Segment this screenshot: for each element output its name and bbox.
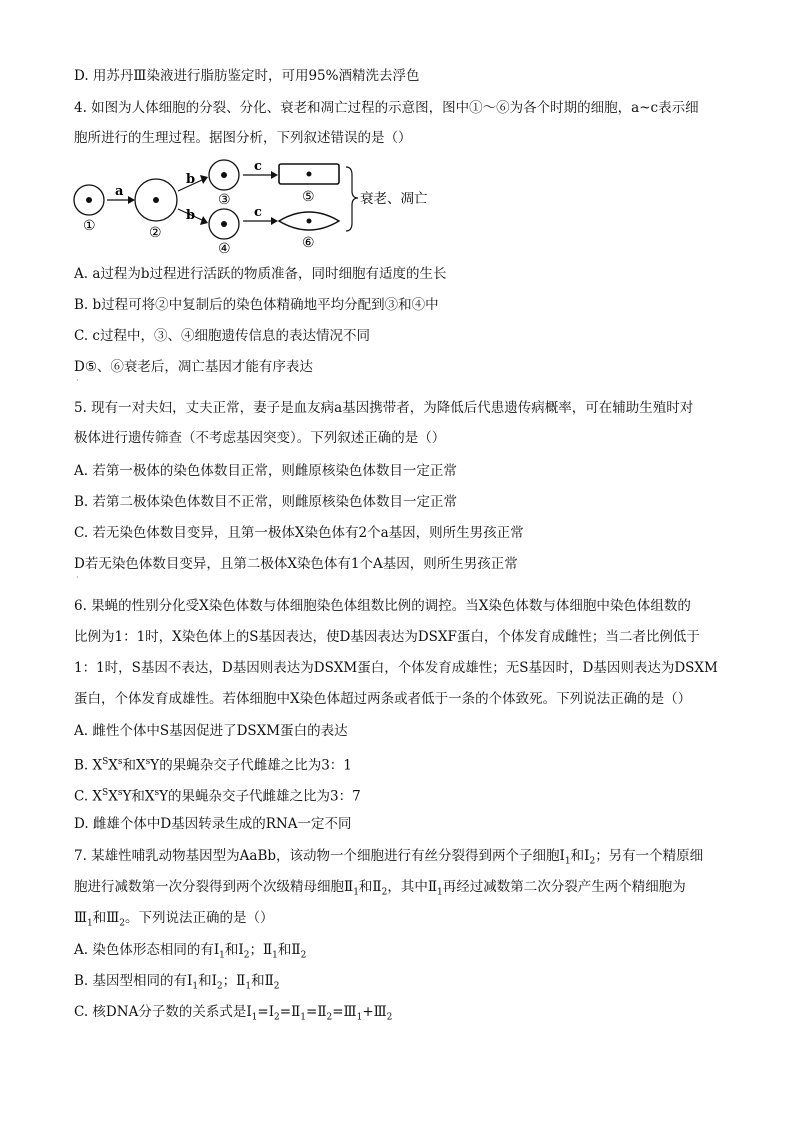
- q6-stem-line2: 比例为1：1时，X染色体上的S基因表达，使D基因表达为DSXF蛋白，个体发育成雌性；当二者比例低于: [74, 629, 700, 645]
- q7-stem-line1: 7. 某雄性哺乳动物基因型为AaBb，该动物一个细胞进行有丝分裂得到两个子细胞$I_1$和$I_2$；另有一个精原细: [74, 848, 704, 867]
- cell-2-label: ②: [149, 225, 162, 241]
- q4-option-a: A. a过程为b过程进行活跃的物质准备，同时细胞有适度的生长: [74, 266, 447, 282]
- arrow-c-lower-head: [271, 217, 278, 225]
- q4-stem-line2: 胞所进行的生理过程。据图分析，下列叙述错误的是（）: [74, 130, 412, 146]
- q5-option-a: A. 若第一极体的染色体数目正常，则雌原核染色体数目一定正常: [74, 463, 457, 479]
- arrow-b-down-head: [200, 216, 208, 225]
- q3-option-d: D. 用苏丹Ⅲ染液进行脂肪鉴定时，可用95%酒精洗去浮色: [74, 68, 420, 84]
- q4-option-d: D⑤、⑥衰老后，凋亡基因才能有序表达: [74, 359, 313, 375]
- q5-option-d: D若无染色体数目变异，且第二极体X染色体有1个A基因，则所生男孩正常: [74, 556, 518, 572]
- q4-option-c: C. c过程中，③、④细胞遗传信息的表达情况不同: [74, 328, 370, 344]
- q5-stem-line2: 极体进行遗传筛查（不考虑基因突变）。下列叙述正确的是（）: [74, 430, 446, 446]
- q6-stem-line4: 蛋白，个体发育成雄性。若体细胞中X染色体超过两条或者低于一条的个体致死。下列说法正确的是（）: [74, 691, 692, 707]
- cell-1-label: ①: [83, 218, 96, 234]
- q6-option-c: C. $X^SX^sY$和$X^sY$的果蝇杂交子代雌雄之比为3：7: [74, 788, 361, 805]
- q6-option-d: D. 雌雄个体中D基因转录生成的RNA一定不同: [74, 816, 352, 832]
- cell-5-label: ⑤: [302, 189, 315, 205]
- arrow-c-upper-label: c: [254, 159, 262, 174]
- cell-4-label: ④: [218, 241, 231, 255]
- q7-stem-line3: $Ⅲ_1$和$Ⅲ_2$。下列说法正确的是（）: [74, 910, 274, 929]
- q7-option-a: A. 染色体形态相同的有$I_1$和$I_2$；$Ⅱ_1$和$Ⅱ_2$: [74, 942, 307, 961]
- q5-option-c: C. 若无染色体数目变异，且第一极体X染色体有2个a基因，则所生男孩正常: [74, 525, 524, 541]
- cell-2-nucleus: [153, 197, 159, 203]
- q6-option-b: B. $X^SX^s$和$X^sY$的果蝇杂交子代雌雄之比为3：1: [74, 757, 352, 774]
- brace-label: 衰老、凋亡: [360, 191, 428, 207]
- cell-process-diagram: [66, 155, 446, 255]
- cell-3-nucleus: [221, 172, 227, 178]
- q6-option-a: A. 雌性个体中S基因促进了DSXM蛋白的表达: [74, 723, 348, 739]
- q7-stem-line2: 胞进行减数第一次分裂得到两个次级精母细胞$Ⅱ_1$和$Ⅱ_2$，其中$Ⅱ_1$再经过减数第二次分裂产生两个精细胞为: [74, 879, 686, 898]
- arrow-c-upper-head: [271, 171, 278, 179]
- q6-stem-line1: 6. 果蝇的性别分化受X染色体数与体细胞染色体组数比例的调控。当X染色体数与体细胞中染色体组数的: [74, 598, 691, 614]
- arrow-b-up-head: [200, 175, 208, 184]
- cell-6-nucleus: [307, 219, 312, 224]
- arrow-b-down-label: b: [186, 208, 196, 223]
- q7-option-b: B. 基因型相同的有$I_1$和$I_2$；$Ⅱ_1$和$Ⅱ_2$: [74, 973, 280, 992]
- arrow-c-lower-label: c: [254, 205, 262, 220]
- stray-mark: ·: [76, 573, 79, 582]
- q6-stem-line3: 1：1时，S基因不表达，D基因则表达为DSXM蛋白，个体发育成雄性；无S基因时，D基因则表达为DSXM: [74, 660, 718, 676]
- brace: [346, 167, 358, 231]
- arrow-a-label: a: [115, 184, 124, 199]
- cell-4-nucleus: [221, 221, 227, 227]
- stray-mark: ·: [76, 376, 79, 385]
- cell-5-nucleus: [307, 172, 312, 177]
- q4-stem-line1: 4. 如图为人体细胞的分裂、分化、衰老和凋亡过程的示意图，图中①～⑥为各个时期的细胞，a~c表示细: [74, 100, 699, 116]
- cell-6-label: ⑥: [302, 235, 315, 251]
- q7-option-c: C. 核DNA分子数的关系式是$I_1=I_2=Ⅱ_1=Ⅱ_2=Ⅲ_1+Ⅲ_2$: [74, 1004, 393, 1023]
- cell-1-nucleus: [86, 197, 92, 203]
- q4-option-b: B. b过程可将②中复制后的染色体精确地平均分配到③和④中: [74, 297, 439, 313]
- arrow-b-up-label: b: [186, 172, 196, 187]
- q5-option-b: B. 若第二极体染色体数目不正常，则雌原核染色体数目一定正常: [74, 494, 458, 510]
- arrow-a-head: [128, 196, 135, 204]
- q5-stem-line1: 5. 现有一对夫妇，丈夫正常，妻子是血友病a基因携带者，为降低后代患遗传病概率，可在辅助生殖时对: [74, 400, 694, 416]
- cell-3-label: ③: [218, 192, 231, 208]
